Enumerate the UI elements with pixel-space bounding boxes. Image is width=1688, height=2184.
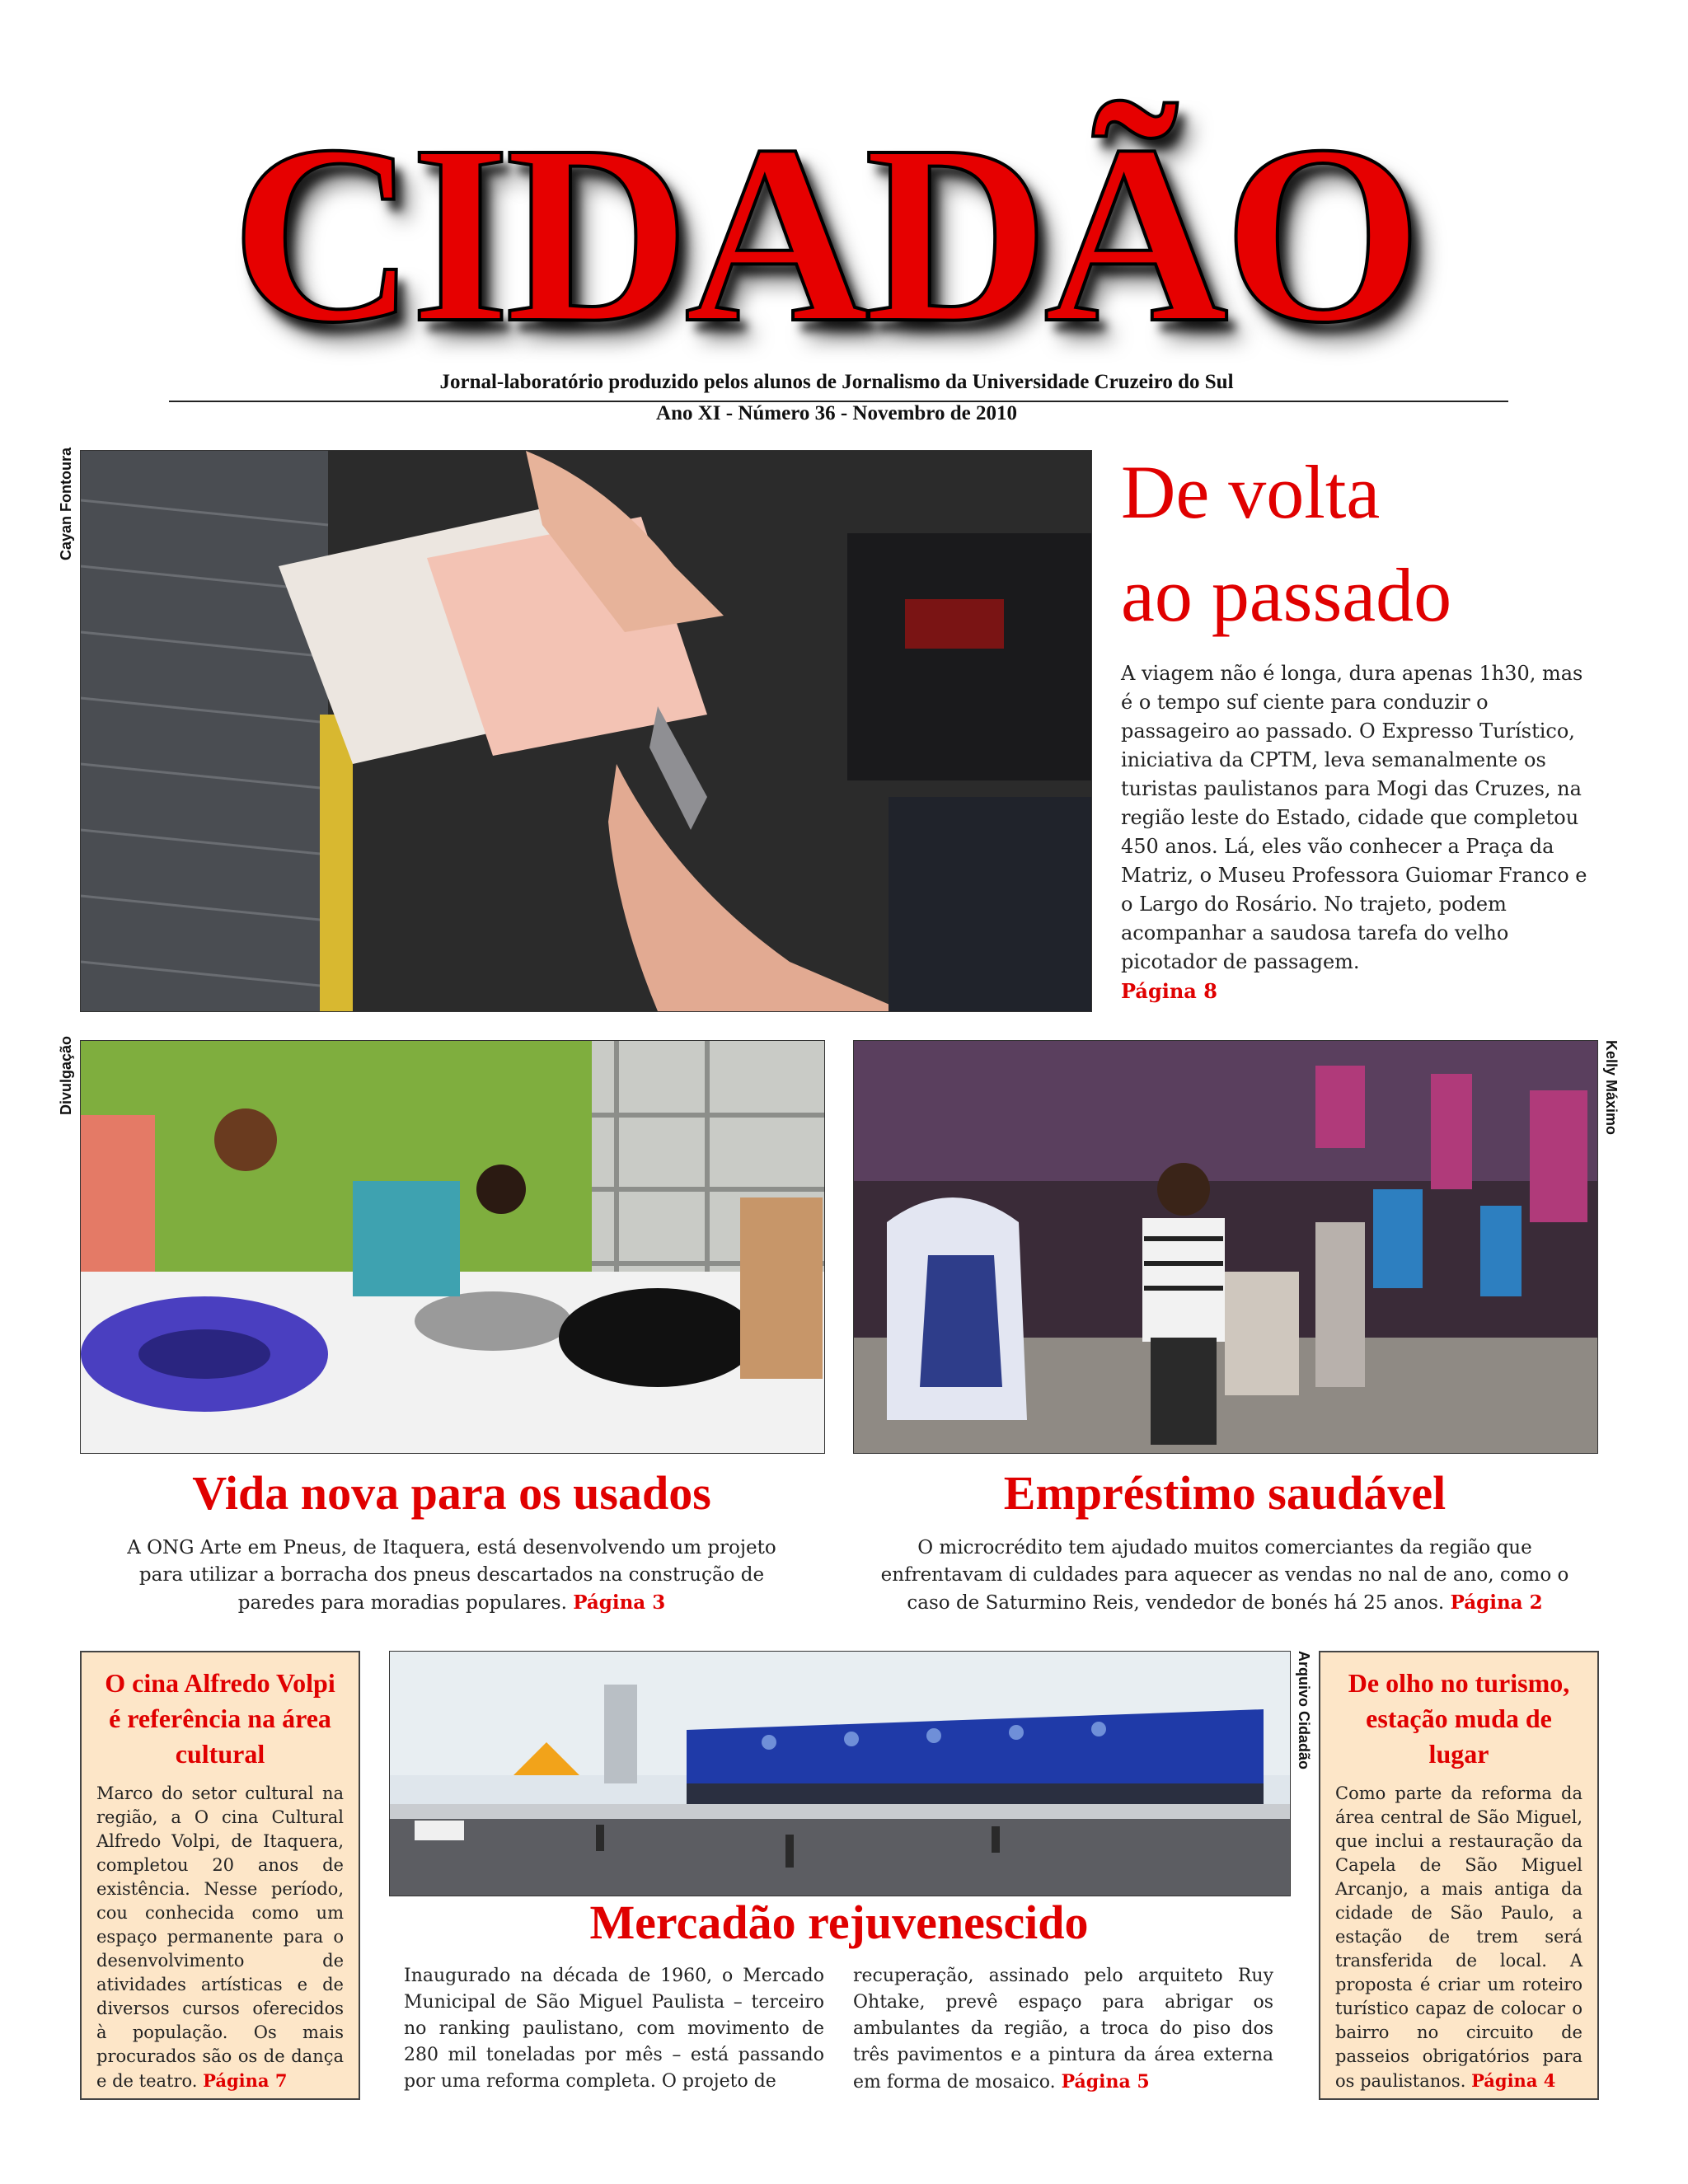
sidebox-right-title: De olho no turismo, estação muda de lugar — [1348, 1668, 1570, 1769]
left-story-text: A ONG Arte em Pneus, de Itaquera, está desenvolvendo um projeto para utilizar a borracha dos pneus descartados na construção de paredes para moradias populares. — [127, 1537, 776, 1614]
bottom-story-col2 — [853, 1963, 1273, 2096]
left-story-headline: Vida nova para os usados — [192, 1466, 711, 1520]
photo-credit-top: Cayan Fontoura — [58, 447, 74, 560]
right-story-page-link[interactable]: Página 2 — [1450, 1591, 1543, 1614]
right-story-headline: Empréstimo saudável — [1003, 1466, 1447, 1520]
sidebox-alfredo-volpi — [80, 1651, 360, 2100]
ticket-punch-photo — [80, 450, 1092, 1012]
photo-credit-left: Divulgação — [58, 1035, 74, 1115]
bottom-story-headline: Mercadão rejuvenescido — [589, 1896, 1089, 1949]
lead-headline — [1121, 441, 1665, 647]
tire-workshop-photo — [80, 1040, 825, 1454]
bottom-story-col1: Inaugurado na década de 1960, o Mercado Municipal de São Miguel Paulista – terceiro no ranking paulistano, com movimento de 280 mil toneladas por mês – está passando por uma reforma completa. O projeto de — [404, 1966, 824, 2092]
right-story-body — [865, 1535, 1584, 1617]
sidebox-left-page-link[interactable]: Página 7 — [203, 2070, 288, 2091]
market-rendering-photo — [389, 1651, 1291, 1896]
left-story-body — [107, 1535, 796, 1617]
masthead-title: CIDADÃO — [231, 93, 1418, 376]
sidebox-left-title: O cina Alfredo Volpi é referência na área cultural — [105, 1668, 335, 1769]
sidebox-left-body — [96, 1782, 344, 2093]
bottom-story-col2-text: recuperação, assinado pelo arquiteto Ruy Ohtake, prevê espaço para abrigar os ambulantes da região, a troca do piso dos três pavimentos e a pintura da área externa em forma de mosaico. — [853, 1966, 1273, 2093]
sidebox-estacao — [1319, 1651, 1599, 2100]
sidebox-right-body — [1335, 1782, 1582, 2093]
lead-headline-line1: De volta — [1121, 450, 1381, 534]
masthead-subtitle: Jornal-laboratório produzido pelos alunos de Jornalismo da Universidade Cruzeiro do Sul — [439, 371, 1234, 393]
sidebox-right-page-link[interactable]: Página 4 — [1471, 2070, 1556, 2091]
lead-page-link[interactable]: Página 8 — [1121, 979, 1217, 1003]
photo-credit-bottom: Arquivo Cidadão — [1296, 1651, 1312, 1770]
issue-line: Ano XI - Número 36 - Novembro de 2010 — [656, 402, 1017, 424]
lead-headline-line2: ao passado — [1121, 553, 1452, 637]
market-stall-photo — [853, 1040, 1598, 1454]
left-story-page-link[interactable]: Página 3 — [573, 1591, 666, 1614]
lead-body-text: A viagem não é longa, dura apenas 1h30, mas é o tempo suf ciente para conduzir o passageiro ao passado. O Expresso Turístico, iniciativa da CPTM, leva semanalmente os turistas paulistanos para Mogi das Cruzes, na região leste do Estado, cidade que completou 450 anos. Lá, eles vão conhecer a Praça da Matriz, o Museu Professora Guiomar Franco e o Largo do Rosário. No trajeto, podem acompanhar a saudosa tarefa do velho picotador de passagem. — [1121, 662, 1587, 973]
sidebox-left-text: Marco do setor cultural na região, a O cina Cultural Alfredo Volpi, de Itaquera, completou 20 anos de existência. Nesse período, cou conhecida como um espaço permanente para o desenvolvimento de atividades artísticas e de diversos cursos oferecidos à população. Os mais procurados são os de dança e de teatro. — [96, 1783, 344, 2091]
lead-body — [1121, 659, 1599, 1005]
bottom-story-page-link[interactable]: Página 5 — [1061, 2071, 1150, 2093]
sidebox-right-text: Como parte da reforma da área central de São Miguel, que inclui a restauração da Capela de São Miguel Arcanjo, a mais antiga da cidade de São Paulo, a estação de trem será transferida de local. A proposta é criar um roteiro turístico capaz de colocar o bairro no circuito de passeios obrigatórios para os paulistanos. — [1335, 1783, 1582, 2091]
photo-credit-right: Kelly Máximo — [1603, 1040, 1620, 1136]
right-story-text: O microcrédito tem ajudado muitos comerciantes da região que enfrentavam di culdades para aquecer as vendas no nal de ano, como o caso de Saturmino Reis, vendedor de bonés há 25 anos. — [880, 1537, 1569, 1614]
